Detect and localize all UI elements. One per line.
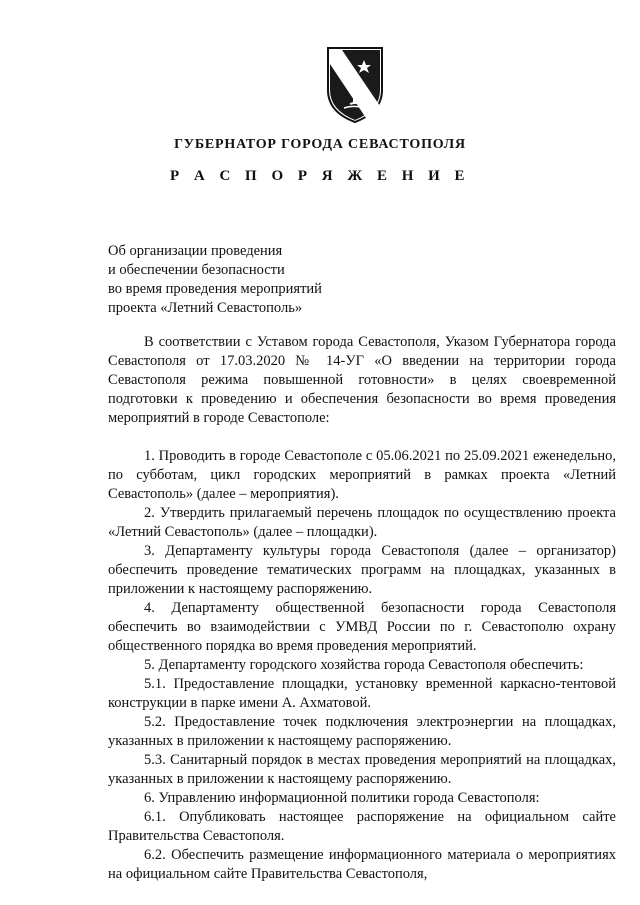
subject-line: проекта «Летний Севастополь» <box>108 300 303 316</box>
item-6: 6. Управлению информационной политики города Севастополя: <box>144 790 540 806</box>
subject-line: Об организации проведения <box>108 243 283 259</box>
document-subject <box>108 242 322 318</box>
item-5-3: 5.3. Санитарный порядок в местах проведения мероприятий на площадках, указанных в приложении к настоящему распоряжению. <box>108 752 616 787</box>
item-1: 1. Проводить в городе Севастополе с 05.06.2021 по 25.09.2021 еженедельно, по субботам, цикл городских мероприятий в рамках проекта «Летний Севастополь» (далее – мероприятия). <box>108 448 616 502</box>
item-2: 2. Утвердить прилагаемый перечень площадок по осуществлению проекта «Летний Севастополь» (далее – площадки). <box>108 505 616 540</box>
item-5-1: 5.1. Предоставление площадки, установку временной каркасно-тентовой конструкции в парке имени А. Ахматовой. <box>108 676 616 711</box>
item-5: 5. Департаменту городского хозяйства города Севастополя обеспечить: <box>144 657 584 673</box>
item-4: 4. Департаменту общественной безопасности города Севастополя обеспечить во взаимодействии с УМВД России по г. Севастополю охрану общественного порядка во время проведения мероприятий. <box>108 600 616 654</box>
document-type: Р А С П О Р Я Ж Е Н И Е <box>169 168 471 184</box>
preamble-paragraph: В соответствии с Уставом города Севастополя, Указом Губернатора города Севастополя от 17.03.2020 № 14-УГ «О введении на территории города Севастополя режима повышенной готовности» в целях своевременной подготовки к проведению и обеспечения безопасности во время проведения мероприятий в городе Севастополе: <box>108 334 616 426</box>
subject-line: и обеспечении безопасности <box>108 262 285 278</box>
document-body <box>108 333 616 884</box>
item-3: 3. Департаменту культуры города Севастополя (далее – организатор) обеспечить проведение тематических программ на площадках, указанных в приложении к настоящему распоряжению. <box>108 543 616 597</box>
item-6-2: 6.2. Обеспечить размещение информационного материала о мероприятиях на официальном сайте Правительства Севастополя, <box>108 847 616 882</box>
subject-line: во время проведения мероприятий <box>108 281 322 297</box>
item-5-2: 5.2. Предоставление точек подключения электроэнергии на площадках, указанных в приложении к настоящему распоряжению. <box>108 714 616 749</box>
issuing-authority: ГУБЕРНАТОР ГОРОДА СЕВАСТОПОЛЯ <box>174 137 466 152</box>
item-6-1: 6.1. Опубликовать настоящее распоряжение на официальном сайте Правительства Севастополя. <box>108 809 616 844</box>
sevastopol-coat-of-arms-icon <box>322 44 388 124</box>
